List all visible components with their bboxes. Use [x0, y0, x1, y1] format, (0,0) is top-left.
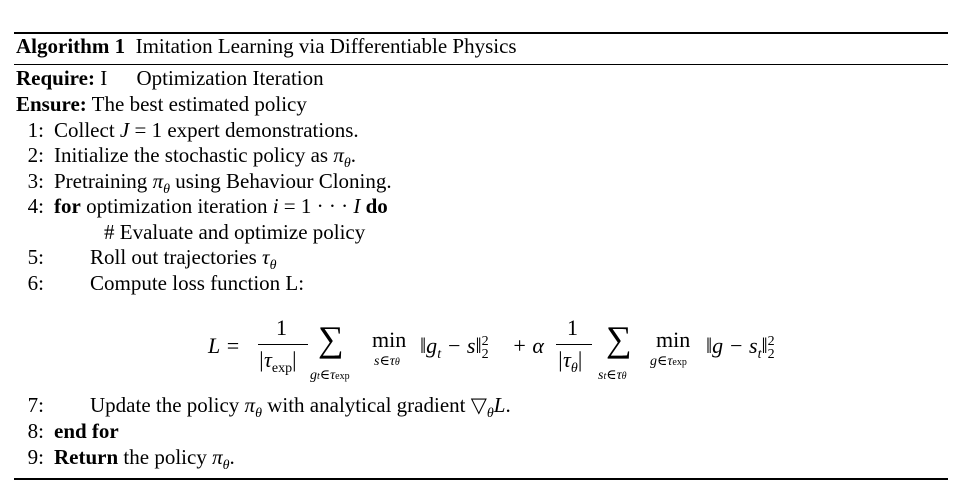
require-text: Optimization Iteration — [136, 66, 324, 90]
term-a: $‖g_t$ − s‖$^2_2$ — [420, 333, 489, 362]
step-number: 8: — [27, 419, 44, 443]
ensure-text: The best estimated policy — [91, 92, 307, 116]
step-number: 1: — [27, 118, 44, 142]
step-8: end for — [54, 419, 119, 443]
step-1: Collect J = 1 expert demonstrations. — [54, 118, 359, 142]
step-9: Return the policy $\pi_\theta$. — [54, 445, 235, 473]
fraction-a-numerator: 1 — [276, 315, 287, 340]
sum-b-index: st∈τθ — [598, 368, 627, 383]
require-symbol: I — [100, 66, 108, 90]
bottom-rule — [14, 478, 948, 480]
require-line — [16, 66, 324, 91]
step-number: 6: — [27, 271, 44, 295]
algorithm-title — [16, 34, 517, 59]
loss-formula — [200, 315, 820, 387]
min-b-operator: min — [656, 327, 691, 352]
fraction-b-denominator: $|\tau_\theta|$ — [557, 347, 583, 376]
ensure-keyword: Ensure: — [16, 92, 87, 116]
plus-alpha: + α — [512, 333, 544, 358]
min-a-index: s∈τθ — [374, 354, 400, 369]
fraction-a-bar — [258, 344, 308, 345]
sum-b-symbol: ∑ — [606, 319, 632, 359]
step-3: Pretraining $\pi_\theta$ using Behaviour Cloning. — [54, 169, 392, 197]
step-number: 9: — [27, 445, 44, 469]
step-number: 5: — [27, 245, 44, 269]
sum-a-index: gt∈τexp — [310, 368, 350, 383]
mid-rule — [14, 64, 948, 65]
fraction-b-bar — [556, 344, 592, 345]
require-keyword: Require: — [16, 66, 95, 90]
algorithm-name: Imitation Learning via Differentiable Physics — [135, 34, 517, 58]
ensure-line — [16, 92, 307, 117]
step-number: 2: — [27, 143, 44, 167]
step-number: 4: — [27, 194, 44, 218]
term-b: ‖g − $s_t‖^2_2$ — [706, 333, 775, 362]
step-6: Compute loss function L: — [90, 271, 305, 295]
step-4: for optimization iteration i = 1 · · · I do — [54, 194, 388, 218]
sum-a-symbol: ∑ — [318, 319, 344, 359]
step-number: 7: — [27, 393, 44, 417]
step-number: 3: — [27, 169, 44, 193]
min-a-operator: min — [372, 327, 407, 352]
formula-lhs: L = — [208, 333, 241, 358]
fraction-b-numerator: 1 — [567, 315, 578, 340]
fraction-a-denominator: $|\tau_{exp}|$ — [258, 347, 297, 376]
min-b-index: g∈τexp — [650, 354, 687, 369]
step-5: Roll out trajectories $\tau_\theta$ — [90, 245, 277, 273]
algorithm-label: Algorithm 1 — [16, 34, 126, 58]
step-7: Update the policy $\pi_\theta$ with analytical gradient $▽_\theta L$. — [90, 393, 511, 421]
step-2: Initialize the stochastic policy as $\pi_\theta$. — [54, 143, 356, 171]
comment-line: # Evaluate and optimize policy — [104, 220, 366, 244]
